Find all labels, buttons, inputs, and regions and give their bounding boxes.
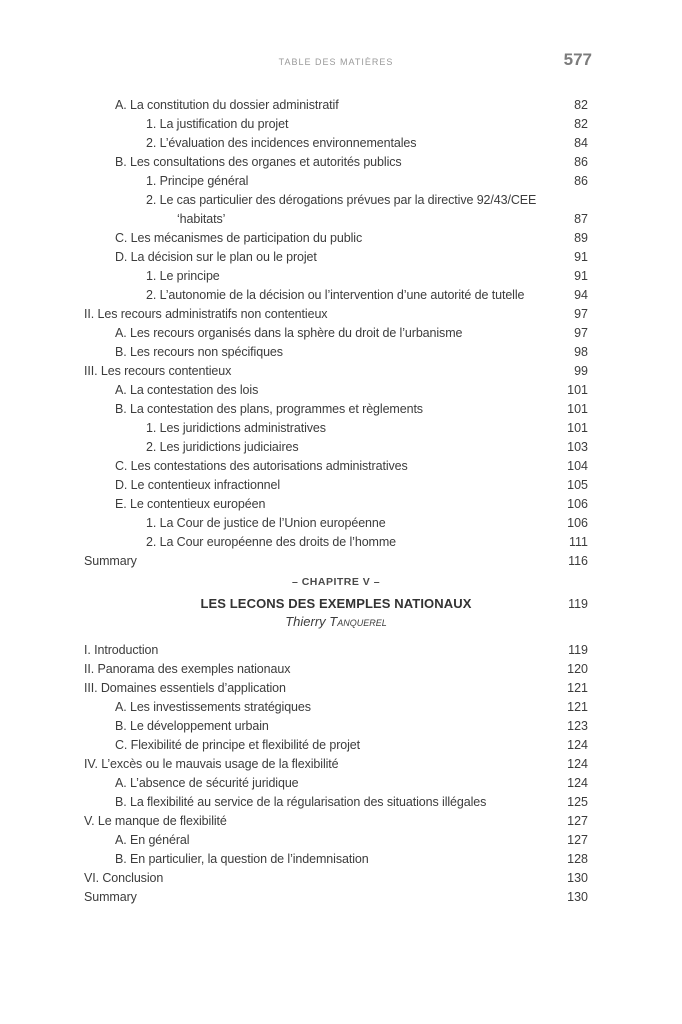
- toc-entry-title: V. Le manque de flexibilité: [84, 814, 227, 828]
- chapter-title-row: [84, 594, 588, 613]
- toc-entry-page: 101: [567, 421, 588, 435]
- toc-entry: [84, 869, 588, 888]
- toc-entry: [84, 438, 588, 457]
- toc-entry-title: 2. Le cas particulier des dérogations prévues par la directive 92/43/CEE: [146, 193, 537, 207]
- toc-entry-title: VI. Conclusion: [84, 871, 164, 885]
- toc-entry-title: 1. Le principe: [146, 269, 220, 283]
- toc-block: [84, 641, 588, 907]
- chapter-title-page: 119: [568, 597, 588, 611]
- toc-entry-page: 98: [574, 345, 588, 359]
- toc-entry: [84, 343, 588, 362]
- toc-entry: [84, 812, 588, 831]
- chapter-author: [84, 613, 588, 631]
- toc-entry: [84, 400, 588, 419]
- toc-entry: [84, 115, 588, 134]
- toc-entry-title: 2. L’autonomie de la décision ou l’intervention d’une autorité de tutelle: [146, 288, 525, 302]
- toc-entry: [84, 134, 588, 153]
- toc-entry: [84, 850, 588, 869]
- toc-entry-page: 101: [567, 402, 588, 416]
- toc-block: [84, 96, 588, 571]
- toc-entry: [84, 698, 588, 717]
- toc-entry-title: A. La contestation des lois: [115, 383, 259, 397]
- toc-entry-title: Summary: [84, 890, 137, 904]
- toc-entry: [84, 229, 588, 248]
- author-given-name: Thierry: [285, 614, 330, 629]
- toc-entry-page: 125: [567, 795, 588, 809]
- toc-entry: [84, 210, 588, 229]
- toc-entry: [84, 831, 588, 850]
- chapter-kicker: – CHAPITRE V –: [291, 576, 381, 588]
- toc-entry-title: 2. La Cour européenne des droits de l’homme: [146, 535, 397, 549]
- toc-entry: [84, 248, 588, 267]
- toc-entry-title: 1. Les juridictions administratives: [146, 421, 326, 435]
- toc-entry-title: III. Domaines essentiels d’application: [84, 681, 286, 695]
- toc-entry-page: 130: [567, 890, 588, 904]
- toc-entry-page: 116: [568, 554, 588, 568]
- toc-entry-page: 86: [574, 155, 588, 169]
- toc-entry-title: IV. L’excès ou le mauvais usage de la flexibilité: [84, 757, 339, 771]
- toc-entry-page: 97: [574, 326, 588, 340]
- toc-entry-title: 1. Principe général: [146, 174, 249, 188]
- toc-entry-page: 86: [574, 174, 588, 188]
- toc-entry-title: B. Le développement urbain: [115, 719, 269, 733]
- toc-entry-title: II. Panorama des exemples nationaux: [84, 662, 291, 676]
- toc-entry-title: 1. La Cour de justice de l’Union européenne: [146, 516, 386, 530]
- toc-entry-page: 101: [567, 383, 588, 397]
- toc-entry-page: 91: [574, 250, 588, 264]
- toc-entry-title: D. La décision sur le plan ou le projet: [115, 250, 317, 264]
- toc-entry: [84, 679, 588, 698]
- toc-entry-page: 127: [567, 814, 588, 828]
- toc-entry: [84, 419, 588, 438]
- toc-entry: [84, 774, 588, 793]
- toc-entry: [84, 381, 588, 400]
- toc-entry-title: A. La constitution du dossier administratif: [115, 98, 339, 112]
- toc-entry-page: 130: [567, 871, 588, 885]
- table-of-contents: [84, 96, 588, 907]
- toc-entry: [84, 495, 588, 514]
- toc-entry-title: I. Introduction: [84, 643, 159, 657]
- toc-entry-page: 111: [568, 535, 588, 549]
- toc-entry: [84, 172, 588, 191]
- toc-entry-title: C. Les contestations des autorisations administratives: [115, 459, 408, 473]
- toc-entry-page: 89: [574, 231, 588, 245]
- author-family-name: Tanquerel: [329, 614, 387, 629]
- toc-entry-title: 2. Les juridictions judiciaires: [146, 440, 299, 454]
- chapter-heading: [84, 575, 588, 631]
- toc-entry: [84, 533, 588, 552]
- toc-entry-title: B. La contestation des plans, programmes et règlements: [115, 402, 423, 416]
- toc-entry: [84, 755, 588, 774]
- chapter-title: LES LECONS DES EXEMPLES NATIONAUX: [200, 596, 472, 611]
- toc-entry: [84, 153, 588, 172]
- toc-entry: [84, 514, 588, 533]
- toc-entry: [84, 362, 588, 381]
- toc-entry-title: A. En général: [115, 833, 190, 847]
- toc-entry: [84, 552, 588, 571]
- toc-entry: [84, 191, 588, 210]
- toc-entry: [84, 660, 588, 679]
- toc-entry-title: II. Les recours administratifs non contentieux: [84, 307, 328, 321]
- folio-page-number: 577: [563, 50, 592, 69]
- toc-entry-title: III. Les recours contentieux: [84, 364, 232, 378]
- running-title: TABLE DES MATIÈRES: [278, 57, 394, 67]
- toc-entry-title: 1. La justification du projet: [146, 117, 289, 131]
- toc-entry-title: A. Les investissements stratégiques: [115, 700, 311, 714]
- toc-entry-title: B. En particulier, la question de l’indemnisation: [115, 852, 369, 866]
- toc-entry: [84, 476, 588, 495]
- toc-entry: [84, 96, 588, 115]
- toc-entry-page: 104: [567, 459, 588, 473]
- toc-entry-page: 106: [567, 516, 588, 530]
- toc-entry-title: B. Les recours non spécifiques: [115, 345, 283, 359]
- toc-entry-title: Summary: [84, 554, 137, 568]
- toc-entry-page: 120: [567, 662, 588, 676]
- page-header: [84, 50, 592, 72]
- toc-entry: [84, 641, 588, 660]
- toc-entry-page: 106: [567, 497, 588, 511]
- toc-entry-page: 84: [574, 136, 588, 150]
- toc-entry-page: 128: [567, 852, 588, 866]
- toc-entry-page: 103: [567, 440, 588, 454]
- toc-entry-page: 94: [574, 288, 588, 302]
- toc-entry-page: 121: [567, 700, 588, 714]
- toc-entry-title: C. Flexibilité de principe et flexibilité de projet: [115, 738, 361, 752]
- toc-entry-title: D. Le contentieux infractionnel: [115, 478, 281, 492]
- toc-entry-page: 127: [567, 833, 588, 847]
- toc-entry-page: 97: [574, 307, 588, 321]
- toc-entry-page: 99: [574, 364, 588, 378]
- toc-entry-title: A. L’absence de sécurité juridique: [115, 776, 299, 790]
- toc-entry: [84, 888, 588, 907]
- toc-entry-page: 121: [567, 681, 588, 695]
- toc-entry: [84, 793, 588, 812]
- toc-entry-title: B. Les consultations des organes et autorités publics: [115, 155, 402, 169]
- toc-entry-page: 82: [574, 117, 588, 131]
- toc-entry: [84, 267, 588, 286]
- toc-entry-page: 91: [574, 269, 588, 283]
- toc-entry: [84, 286, 588, 305]
- toc-entry-title: 2. L’évaluation des incidences environnementales: [146, 136, 417, 150]
- toc-entry-page: 82: [574, 98, 588, 112]
- toc-entry-page: 124: [567, 757, 588, 771]
- toc-entry: [84, 305, 588, 324]
- toc-entry-title: A. Les recours organisés dans la sphère du droit de l’urbanisme: [115, 326, 463, 340]
- toc-entry: [84, 736, 588, 755]
- toc-entry-page: 87: [574, 212, 588, 226]
- toc-entry-title: E. Le contentieux européen: [115, 497, 266, 511]
- toc-entry: [84, 457, 588, 476]
- toc-entry-page: 119: [568, 643, 588, 657]
- toc-entry-page: 105: [567, 478, 588, 492]
- toc-entry-title: ‘habitats’: [177, 212, 226, 226]
- toc-entry: [84, 717, 588, 736]
- toc-entry-page: 123: [567, 719, 588, 733]
- toc-entry-page: 124: [567, 738, 588, 752]
- toc-entry-page: 124: [567, 776, 588, 790]
- toc-entry-title: C. Les mécanismes de participation du public: [115, 231, 363, 245]
- toc-entry-title: B. La flexibilité au service de la régularisation des situations illégales: [115, 795, 487, 809]
- toc-entry: [84, 324, 588, 343]
